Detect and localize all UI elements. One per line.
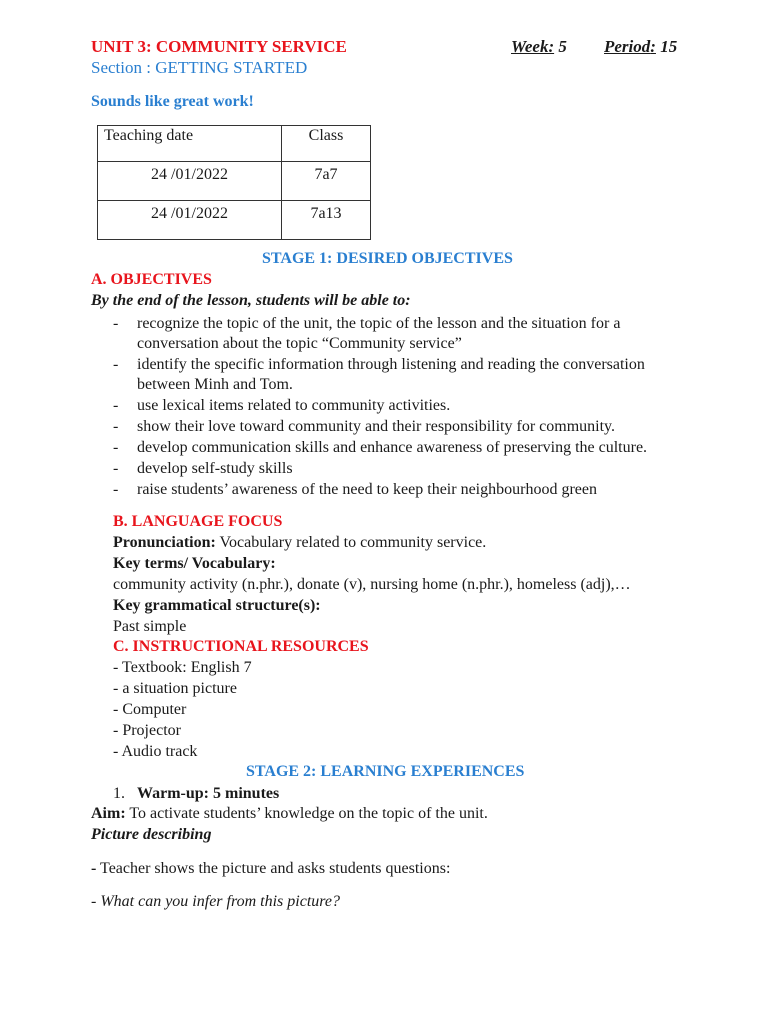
period-indicator [604, 37, 677, 57]
table-cell: 24 /01/2022 [98, 201, 282, 240]
week-label: Week: [511, 37, 555, 56]
warmup-number: 1. [113, 785, 125, 802]
list-bullet: - [113, 356, 119, 373]
pronunciation-label: Pronunciation: [113, 534, 216, 551]
resource-item: - Projector [113, 722, 181, 739]
list-item: use lexical items related to community activities. [137, 397, 451, 414]
list-bullet: - [113, 439, 119, 456]
list-item: raise students’ awareness of the need to keep their neighbourhood green [137, 481, 597, 498]
week-indicator [511, 37, 567, 57]
pronunciation-line [113, 534, 486, 552]
period-colon: : [650, 37, 656, 56]
warmup-label: Warm-up: 5 minutes [137, 785, 280, 802]
resource-item: - Textbook: English 7 [113, 659, 252, 676]
schedule-table [97, 125, 371, 240]
teacher-dash: - [91, 860, 97, 877]
table-cell: 7a13 [282, 201, 371, 240]
key-terms-value: community activity (n.phr.), donate (v), nursing home (n.phr.), homeless (adj),… [113, 576, 631, 593]
section-title: Section : GETTING STARTED [91, 58, 308, 77]
lesson-title: Sounds like great work! [91, 93, 254, 110]
unit-title: UNIT 3: COMMUNITY SERVICE [91, 37, 347, 56]
grammar-label: Key grammatical structure(s): [113, 597, 321, 614]
list-item: show their love toward community and their responsibility for community. [137, 418, 615, 435]
list-item: identify the specific information through listening and reading the conversation [137, 356, 645, 373]
teacher-text: Teacher shows the picture and asks students questions: [96, 860, 451, 877]
list-item: develop communication skills and enhance awareness of preserving the culture. [137, 439, 648, 456]
pronunciation-value: Vocabulary related to community service. [215, 534, 487, 551]
language-focus-heading: B. LANGUAGE FOCUS [113, 513, 283, 530]
table-cell: 7a7 [282, 162, 371, 201]
table-header-row [98, 126, 371, 162]
stage1-title: STAGE 1: DESIRED OBJECTIVES [262, 250, 513, 267]
objectives-heading: A. OBJECTIVES [91, 271, 212, 288]
question-text: - What can you infer from this picture? [91, 893, 340, 910]
list-bullet: - [113, 418, 119, 435]
aim-line [91, 805, 488, 823]
list-item: recognize the topic of the unit, the topic of the lesson and the situation for a [137, 315, 621, 332]
aim-value: To activate students’ knowledge on the topic of the unit. [125, 805, 488, 822]
list-bullet: - [113, 397, 119, 414]
list-bullet: - [113, 460, 119, 477]
teacher-instruction [91, 860, 450, 878]
objectives-intro: By the end of the lesson, students will be able to: [91, 292, 411, 309]
list-item: develop self-study skills [137, 460, 293, 477]
key-terms-label: Key terms/ Vocabulary: [113, 555, 276, 572]
stage2-title: STAGE 2: LEARNING EXPERIENCES [246, 763, 525, 780]
table-header-cell: Class [282, 126, 371, 162]
table-row [98, 162, 371, 201]
period-value: 15 [660, 37, 678, 56]
table-header-cell: Teaching date [98, 126, 282, 162]
table-row [98, 201, 371, 240]
resource-item: - a situation picture [113, 680, 237, 697]
week-value: 5 [558, 37, 567, 56]
aim-label: Aim: [91, 805, 126, 822]
activity-title: Picture describing [91, 826, 212, 843]
period-label: Period [604, 37, 651, 56]
list-bullet: - [113, 315, 119, 332]
resource-item: - Audio track [113, 743, 198, 760]
resources-heading: C. INSTRUCTIONAL RESOURCES [113, 638, 369, 655]
table-cell: 24 /01/2022 [98, 162, 282, 201]
resource-item: - Computer [113, 701, 187, 718]
list-bullet: - [113, 481, 119, 498]
list-item-continuation: between Minh and Tom. [137, 376, 293, 393]
list-item-continuation: conversation about the topic “Community service” [137, 335, 462, 352]
grammar-value: Past simple [113, 618, 187, 635]
